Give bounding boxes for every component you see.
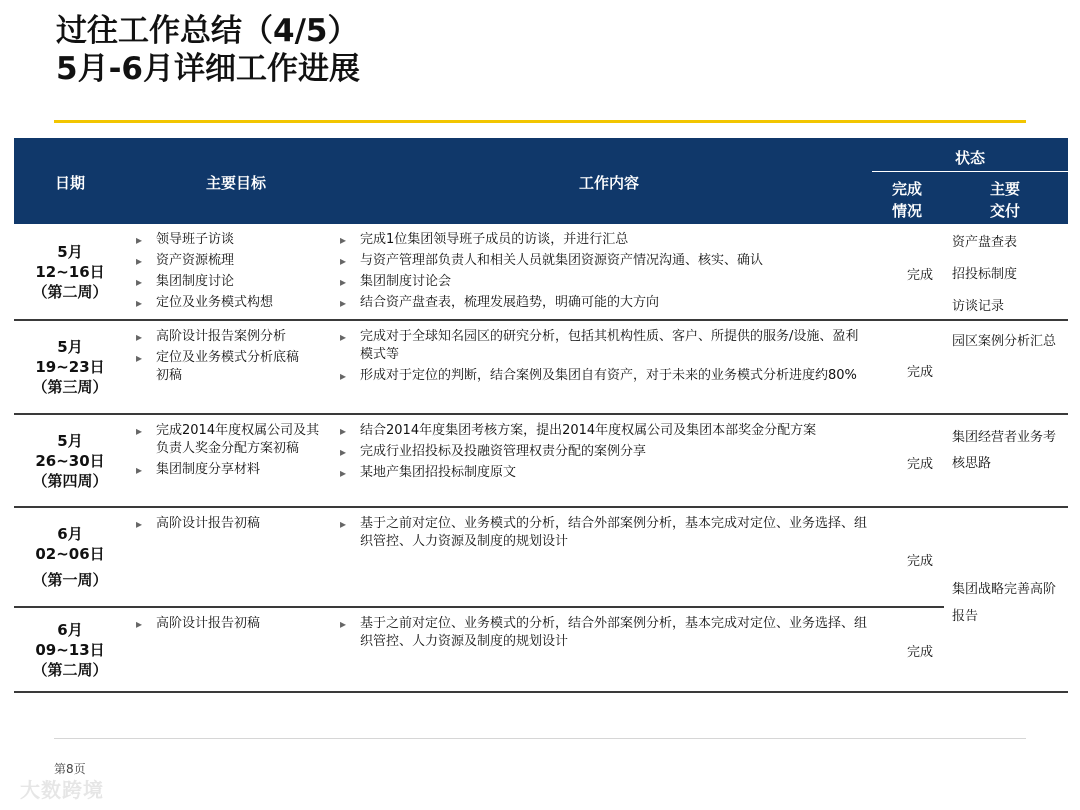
row-deliverables	[952, 329, 1064, 355]
row-date	[14, 524, 126, 590]
row-done: 完成	[906, 365, 933, 380]
row-goals	[136, 515, 341, 536]
row-work	[340, 615, 870, 654]
date-week: （第四周）	[32, 472, 108, 490]
progress-table	[14, 138, 1068, 693]
row-date	[14, 431, 126, 491]
date-days: 09~13日	[35, 641, 105, 659]
deliverable-item: 访谈记录	[952, 299, 1005, 314]
table-row	[14, 321, 1068, 415]
goal-item: ▸ 高阶设计报告初稿	[136, 615, 341, 633]
deliverable-item: 园区案例分析汇总	[952, 334, 1057, 349]
header-done: 完成 情况	[891, 180, 922, 220]
table-row	[14, 508, 944, 608]
row-date	[14, 337, 126, 397]
work-item: ▸ 集团制度讨论会	[340, 273, 870, 291]
title-line-1: 过往工作总结（4/5）	[56, 13, 359, 49]
date-month: 5月	[57, 432, 83, 450]
date-days: 12~16日	[35, 263, 105, 281]
shared-deliverable: 集团战略完善高阶报告	[952, 582, 1057, 624]
date-month: 6月	[57, 621, 83, 639]
work-item: ▸ 完成1位集团领导班子成员的访谈，并进行汇总	[340, 231, 870, 249]
date-week: （第一周）	[32, 571, 108, 589]
page-title	[56, 12, 360, 88]
header-status-rule	[872, 171, 1068, 172]
header-goals: 主要目标	[205, 174, 266, 192]
date-month: 5月	[57, 243, 83, 261]
goal-item: ▸ 定位及业务模式分析底稿初稿	[136, 349, 306, 385]
work-item: ▸ 形成对于定位的判断，结合案例及集团自有资产，对于未来的业务模式分析进度约80%	[340, 367, 870, 385]
row-work	[340, 515, 870, 554]
header-deliverables: 主要 交付	[989, 180, 1020, 220]
work-item: ▸ 完成行业招投标及投融资管理权责分配的案例分享	[340, 443, 870, 461]
date-month: 5月	[57, 338, 83, 356]
footer-divider	[54, 738, 1026, 739]
deliverable-item: 集团经营者业务考核思路	[952, 430, 1057, 471]
date-days: 02~06日	[35, 545, 105, 563]
row-work	[340, 422, 870, 485]
goal-item: ▸ 高阶设计报告初稿	[136, 515, 341, 533]
goal-item: ▸ 完成2014年度权属公司及其负责人奖金分配方案初稿	[136, 422, 321, 458]
table-row	[14, 415, 1068, 508]
row-work	[340, 231, 870, 315]
june-rows-group	[14, 508, 1068, 693]
row-date	[14, 620, 126, 680]
table-header	[14, 138, 1068, 224]
title-divider	[54, 120, 1026, 123]
header-work: 工作内容	[578, 174, 639, 192]
row-date	[14, 242, 126, 302]
date-week: （第二周）	[32, 283, 108, 301]
work-item: ▸ 基于之前对定位、业务模式的分析，结合外部案例分析，基本完成对定位、业务选择、组织管控、人力资源及制度的规划设计	[340, 615, 870, 651]
table-row	[14, 224, 1068, 321]
row-done: 完成	[906, 457, 933, 472]
page-number: 第8页	[54, 762, 86, 776]
date-week: （第三周）	[32, 378, 108, 396]
watermark: 大数跨境	[20, 778, 104, 802]
row-goals	[136, 615, 341, 636]
work-item: ▸ 结合2014年度集团考核方案，提出2014年度权属公司及集团本部奖金分配方案	[340, 422, 870, 440]
header-date: 日期	[54, 174, 85, 192]
table-row	[14, 608, 1068, 693]
work-item: ▸ 某地产集团招投标制度原文	[340, 464, 870, 482]
row-goals	[136, 328, 341, 388]
goal-item: ▸ 高阶设计报告案例分析	[136, 328, 341, 346]
goal-item: ▸ 集团制度讨论	[136, 273, 341, 291]
row-deliverables	[952, 227, 1064, 323]
title-line-2: 5月-6月详细工作进展	[56, 51, 361, 87]
work-item: ▸ 与资产管理部负责人和相关人员就集团资源资产情况沟通、核实、确认	[340, 252, 870, 270]
work-item: ▸ 结合资产盘查表，梳理发展趋势，明确可能的大方向	[340, 294, 870, 312]
date-month: 6月	[57, 525, 83, 543]
row-goals	[136, 422, 341, 482]
row-goals	[136, 231, 341, 315]
row-deliverables	[952, 425, 1064, 477]
goal-item: ▸ 领导班子访谈	[136, 231, 341, 249]
date-week: （第二周）	[32, 661, 108, 679]
goal-item: ▸ 定位及业务模式构想	[136, 294, 341, 312]
row-work	[340, 328, 870, 388]
work-item: ▸ 完成对于全球知名园区的研究分析，包括其机构性质、客户、所提供的服务/设施、盈利模式等	[340, 328, 870, 364]
goal-item: ▸ 集团制度分享材料	[136, 461, 341, 479]
row-done: 完成	[906, 554, 933, 569]
row-done: 完成	[906, 645, 933, 660]
deliverable-item: 资产盘查表	[952, 235, 1018, 250]
row-done: 完成	[906, 268, 933, 283]
work-item: ▸ 基于之前对定位、业务模式的分析，结合外部案例分析，基本完成对定位、业务选择、组织管控、人力资源及制度的规划设计	[340, 515, 870, 551]
header-status: 状态	[954, 149, 985, 167]
date-days: 26~30日	[35, 452, 105, 470]
deliverable-item: 招投标制度	[952, 267, 1018, 282]
date-days: 19~23日	[35, 358, 105, 376]
goal-item: ▸ 资产资源梳理	[136, 252, 341, 270]
